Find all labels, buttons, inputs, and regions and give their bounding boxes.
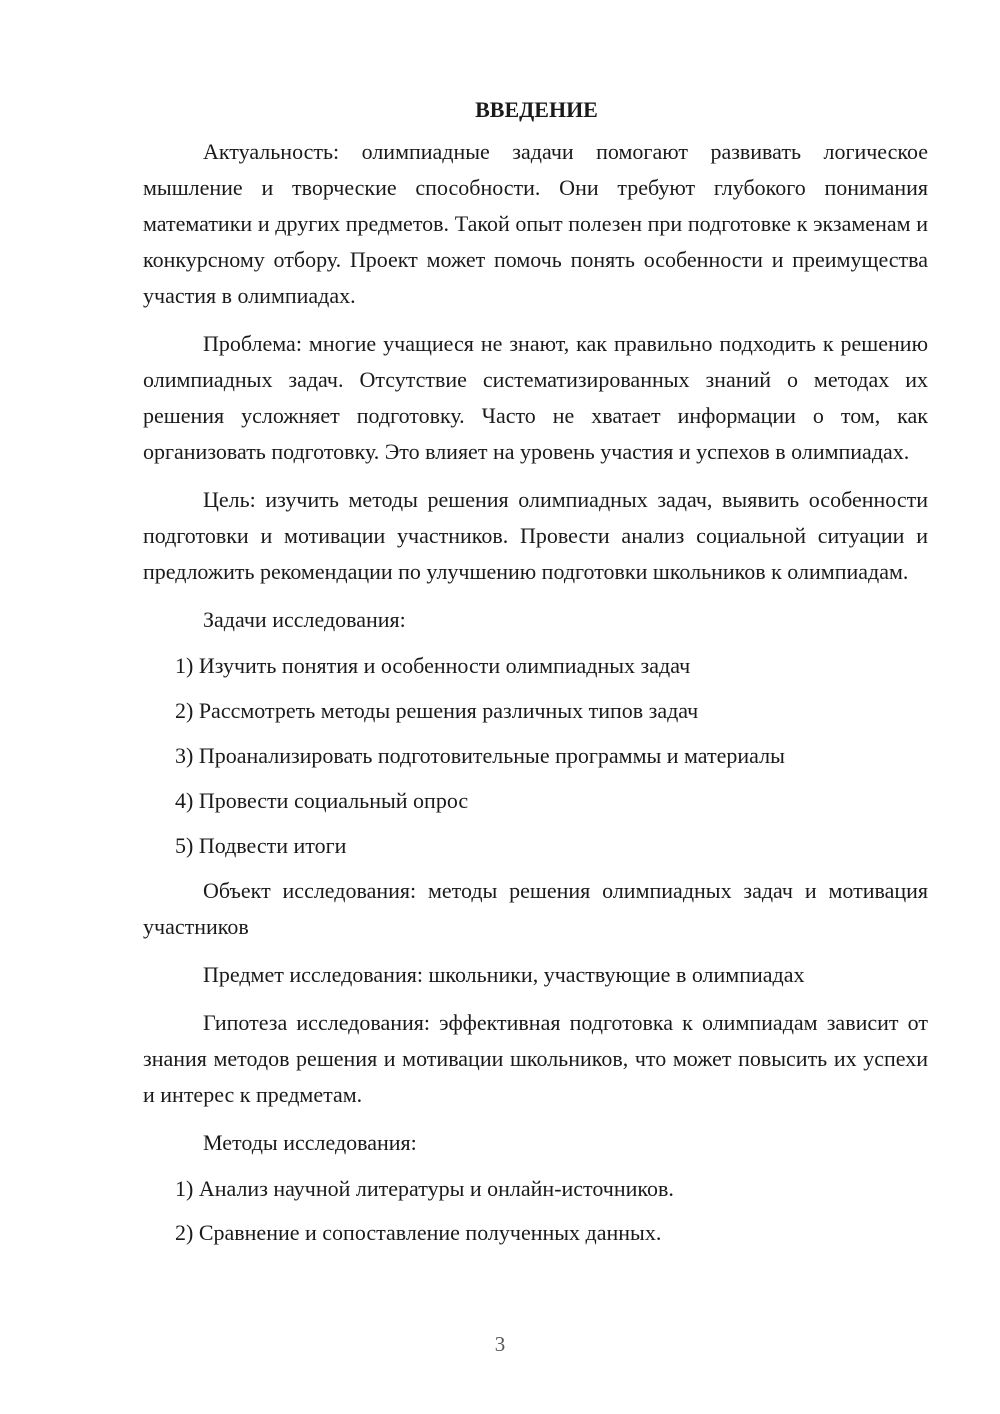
- list-item: 5) Подвести итоги: [175, 833, 347, 858]
- list-item: 1) Изучить понятия и особенности олимпиадных задач: [175, 653, 691, 678]
- list-item: 4) Провести социальный опрос: [175, 788, 469, 813]
- list-item: 1) Анализ научной литературы и онлайн-источников.: [175, 1176, 674, 1201]
- methods-list: [143, 1171, 928, 1251]
- page-number: 3: [494, 1332, 506, 1356]
- list-item: 2) Сравнение и сопоставление полученных данных.: [175, 1220, 662, 1245]
- object-paragraph: Объект исследования: методы решения олимпиадных задач и мотивация участников: [143, 878, 928, 939]
- tasks-heading: Задачи исследования:: [203, 607, 406, 632]
- list-item: 3) Проанализировать подготовительные программы и материалы: [175, 743, 785, 768]
- relevance-paragraph: Актуальность: олимпиадные задачи помогают развивать логическое мышление и творческие способности. Они требуют глубокого понимания математики и других предметов. Такой опыт полезен при подготовке к экзаменам и конкурсному отбору. Проект может помочь понять особенности и преимущества участия в олимпиадах.: [143, 139, 928, 308]
- list-item: 2) Рассмотреть методы решения различных типов задач: [175, 698, 699, 723]
- methods-heading: Методы исследования:: [203, 1130, 417, 1155]
- subject-paragraph: Предмет исследования: школьники, участвующие в олимпиадах: [203, 962, 805, 987]
- hypothesis-paragraph: Гипотеза исследования: эффективная подготовка к олимпиадам зависит от знания методов решения и мотивации школьников, что может повысить их успехи и интерес к предметам.: [143, 1010, 928, 1107]
- document-page: [143, 92, 928, 1259]
- tasks-list: [143, 648, 928, 864]
- goal-paragraph: Цель: изучить методы решения олимпиадных задач, выявить особенности подготовки и мотивации участников. Провести анализ социальной ситуации и предложить рекомендации по улучшению подготовки школьников к олимпиадам.: [143, 487, 928, 584]
- problem-paragraph: Проблема: многие учащиеся не знают, как правильно подходить к решению олимпиадных задач. Отсутствие систематизированных знаний о методах их решения усложняет подготовку. Часто не хватает информации о том, как организовать подготовку. Это влияет на уровень участия и успехов в олимпиадах.: [143, 331, 928, 464]
- page-title: ВВЕДЕНИЕ: [475, 97, 598, 122]
